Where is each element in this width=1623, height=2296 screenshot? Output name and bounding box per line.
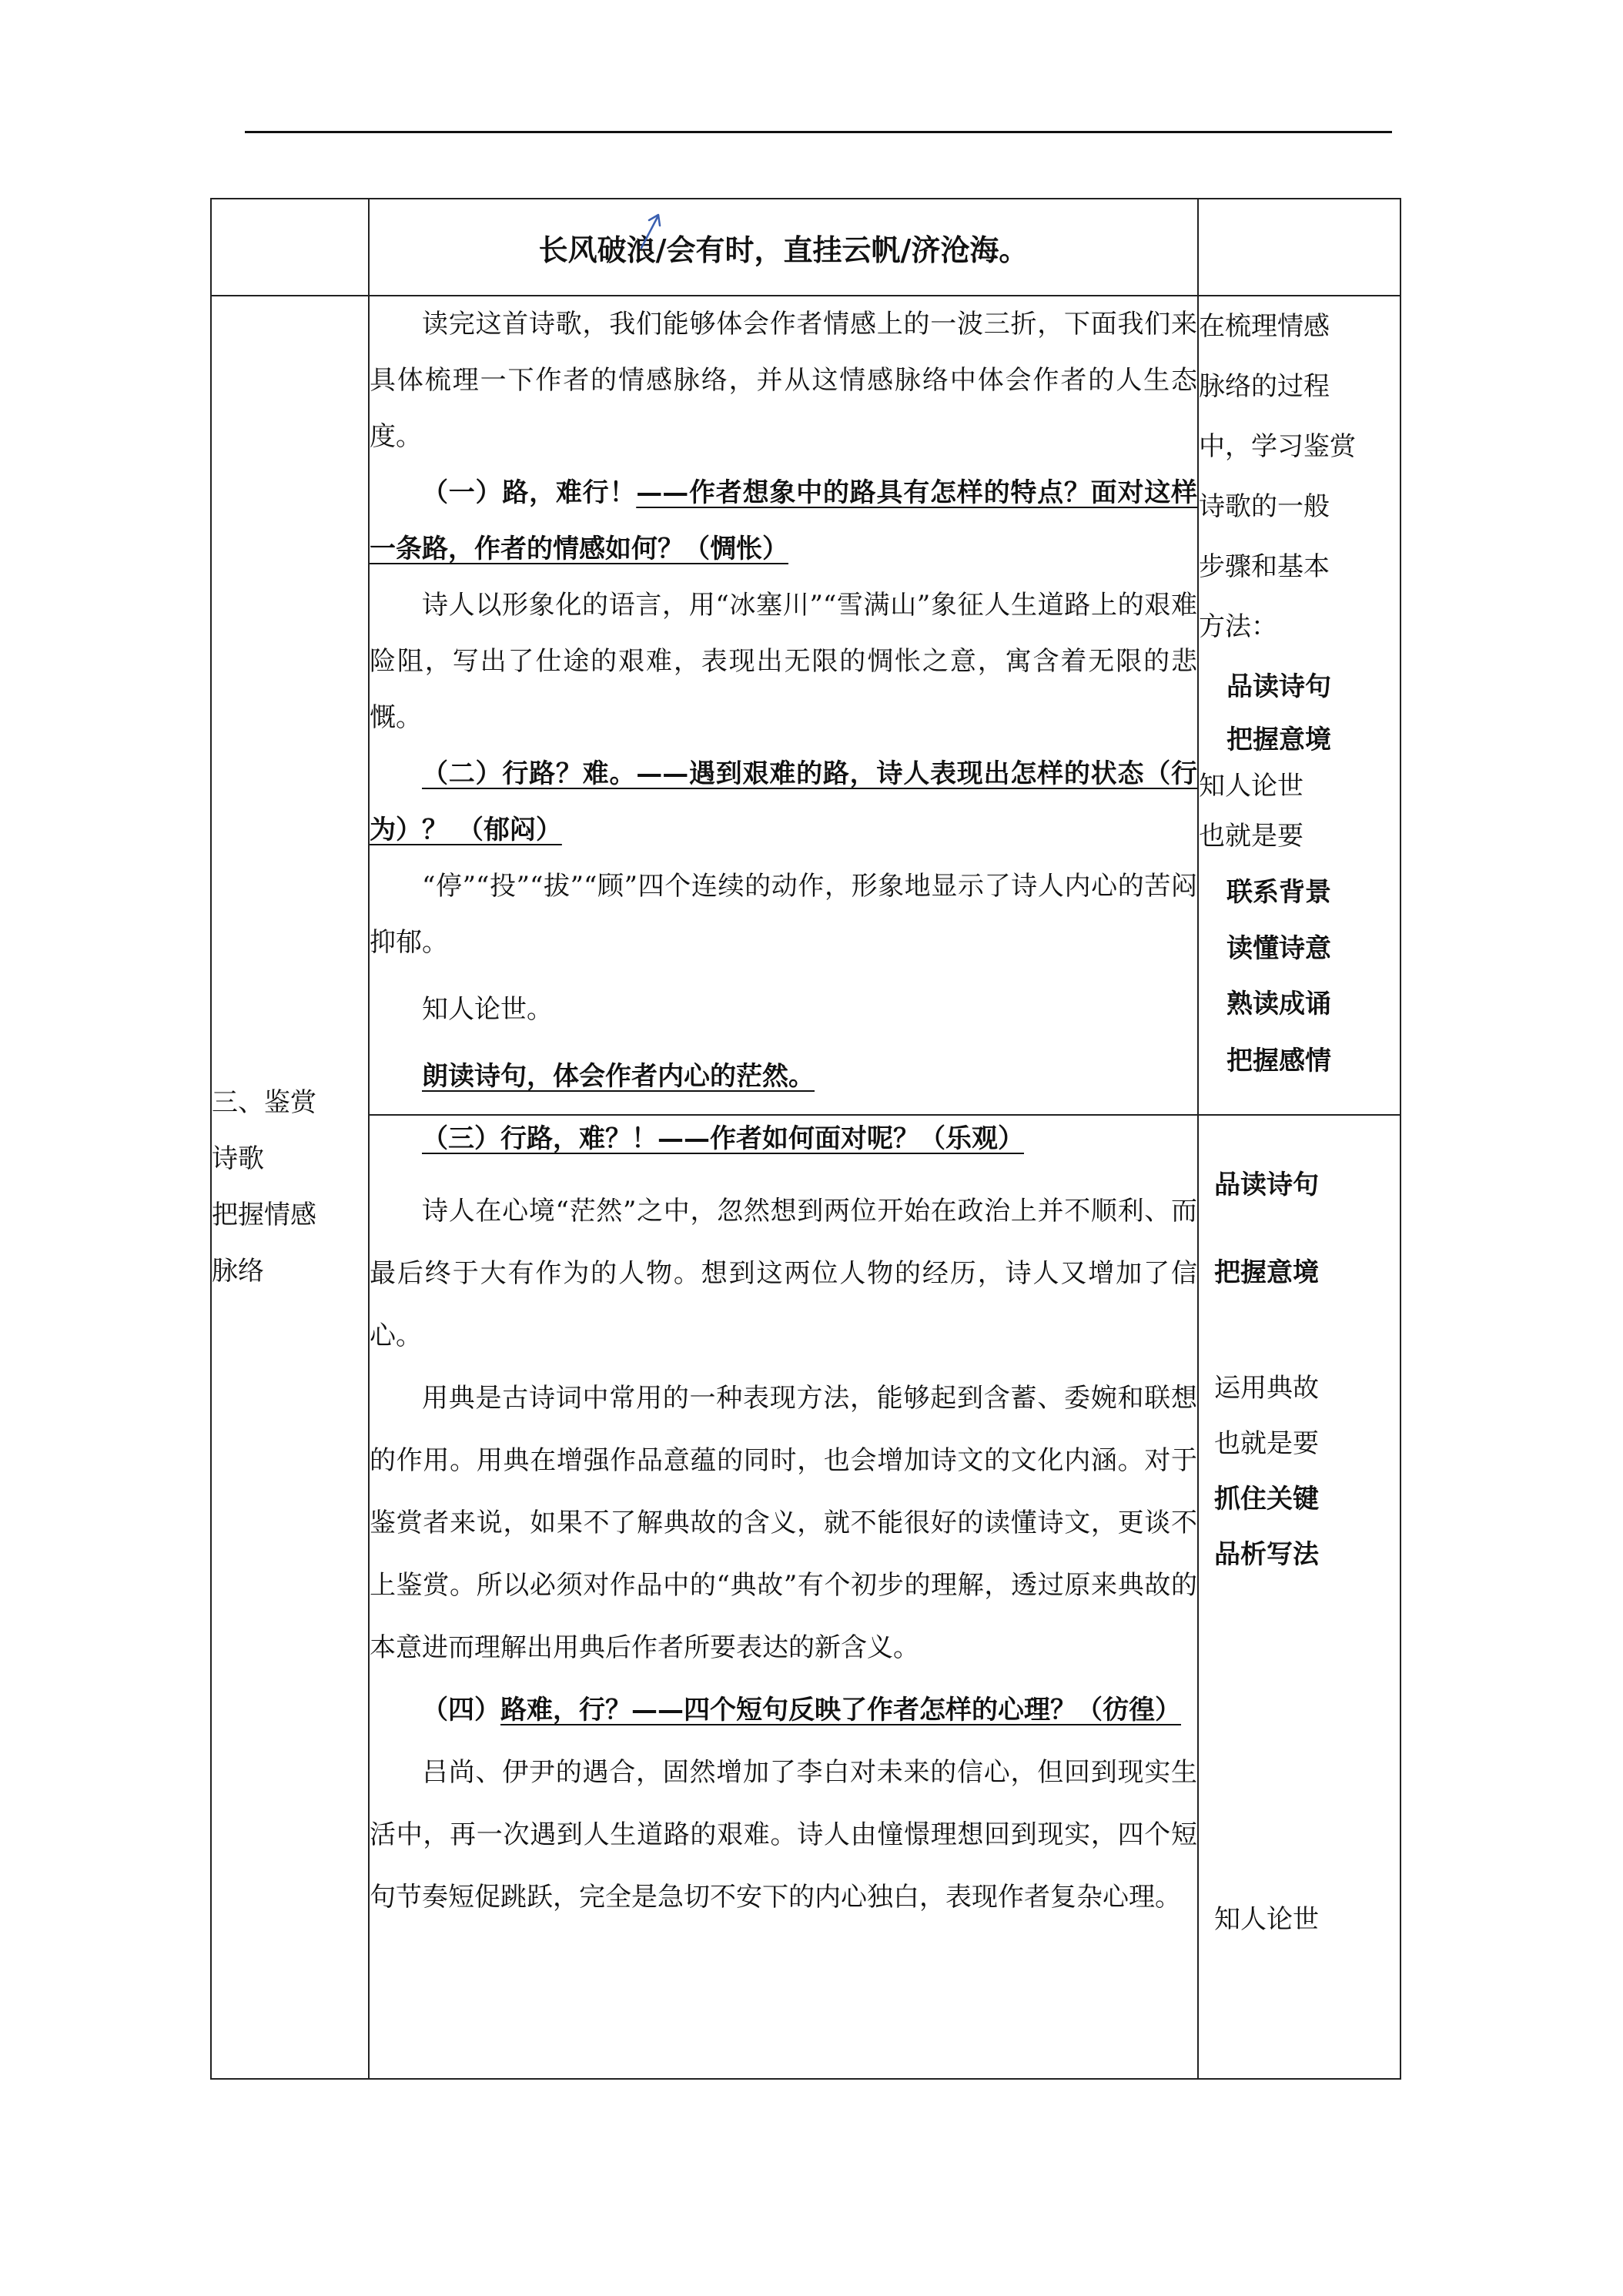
answer-2: “停”“投”“拔”“顾”四个连续的动作，形象地显示了诗人内心的苦闷抑郁。 <box>370 871 1197 958</box>
section-label-line: 诗歌 <box>212 1143 264 1174</box>
question-3 <box>370 1116 1197 1162</box>
question-1 <box>370 465 1197 577</box>
section-label-cell <box>211 296 369 2079</box>
question-4-text: 路难，行？——四个短句反映了作者怎样的心理？（彷徨） <box>500 1695 1181 1725</box>
answer-4: 吕尚、伊尹的遇合，固然增加了李白对未来的信心，但回到现实生活中，再一次遇到人生道路的艰难。诗人由憧憬理想回到现实，四个短句节奏短促跳跃，完全是急切不安下的内心独白，表现作者复杂心理。 <box>370 1757 1197 1913</box>
method-step: 把握意境 <box>1214 1257 1319 1288</box>
method-step: 品读诗句 <box>1214 1170 1319 1200</box>
method-step: 把握感情 <box>1226 1046 1331 1076</box>
method-note-line: 知人论世 <box>1214 1904 1319 1935</box>
method-note-line: 知人论世 <box>1199 771 1303 802</box>
method-note-line: 中，学习鉴赏 <box>1199 431 1356 462</box>
empty-cell <box>1198 199 1400 296</box>
table-row <box>211 199 1400 296</box>
question-1-text: ——作者想象中的路具有怎样的特点？面对这样一条路，作者的情感如何？（惆怅） <box>370 477 1198 564</box>
method-step: 联系背景 <box>1226 877 1331 908</box>
question-2-text: （二）行路？难。——遇到艰难的路，诗人表现出怎样的状态（行为）？ （郁闷） <box>370 758 1197 845</box>
method-notes-cell <box>1198 1115 1400 2079</box>
header-rule <box>245 131 1392 133</box>
method-step: 读懂诗意 <box>1226 933 1331 964</box>
question-4-prefix: （四） <box>422 1695 500 1725</box>
method-note-line: 也就是要 <box>1214 1428 1319 1459</box>
question-3-text: （三）行路，难？！——作者如何面对呢？（乐观） <box>422 1123 1024 1154</box>
poem-line-cell <box>369 199 1198 296</box>
method-step: 把握意境 <box>1226 725 1331 755</box>
table-row <box>211 1115 1400 2079</box>
question-4 <box>370 1679 1197 1742</box>
answer-1: 诗人以形象化的语言，用“冰塞川”“雪满山”象征人生道路上的艰难险阻，写出了仕途的艰难，表现出无限的惆怅之意，寓含着无限的悲慨。 <box>370 590 1197 733</box>
method-note-line: 方法： <box>1199 611 1277 642</box>
poem-line: 长风破浪/会有时，直挂云帆/济沧海。 <box>538 232 1029 267</box>
allusion-paragraph: 用典是古诗词中常用的一种表现方法，能够起到含蓄、委婉和联想的作用。用典在增强作品意蕴的同时，也会增加诗文的文化内涵。对于鉴赏者来说，如果不了解典故的含义，就不能很好的读懂诗文，更谈不上鉴赏。所以必须对作品中的“典故”有个初步的理解，透过原来典故的本意进而理解出用典后作者所要表达的新含义。 <box>370 1383 1197 1663</box>
method-note-line: 运用典故 <box>1214 1373 1319 1404</box>
lesson-plan-table <box>210 198 1401 2080</box>
pen-arrow-annotation-icon <box>637 211 668 251</box>
method-note-line: 也就是要 <box>1199 821 1303 852</box>
instruction-text: 朗读诗句，体会作者内心的茫然。 <box>422 1061 815 1092</box>
method-note-line: 在梳理情感 <box>1199 311 1330 342</box>
intro-paragraph: 读完这首诗歌，我们能够体会作者情感上的一波三折，下面我们来具体梳理一下作者的情感脉络，并从这情感脉络中体会作者的人生态度。 <box>370 309 1197 452</box>
question-1-prefix: （一）路，难行！ <box>422 477 637 508</box>
section-label-line: 脉络 <box>212 1256 264 1287</box>
question-2 <box>370 746 1197 858</box>
method-note-line: 脉络的过程 <box>1199 371 1330 402</box>
note-paragraph: 知人论世。 <box>422 994 553 1025</box>
content-cell <box>369 296 1198 1115</box>
answer-3: 诗人在心境“茫然”之中，忽然想到两位开始在政治上并不顺利、而最后终于大有作为的人物。想到这两位人物的经历，诗人又增加了信心。 <box>370 1196 1197 1351</box>
method-step: 品析写法 <box>1214 1539 1319 1570</box>
section-label-line: 把握情感 <box>212 1200 316 1230</box>
method-step: 熟读成诵 <box>1226 989 1331 1019</box>
method-step: 品读诗句 <box>1226 671 1331 702</box>
method-note-line: 步骤和基本 <box>1199 551 1330 582</box>
section-label-line: 三、鉴赏 <box>212 1087 316 1118</box>
content-cell <box>369 1115 1198 2079</box>
empty-cell <box>211 199 369 296</box>
method-note-line: 诗歌的一般 <box>1199 491 1330 522</box>
method-step: 抓住关键 <box>1214 1484 1319 1514</box>
method-notes-cell <box>1198 296 1400 1115</box>
instruction <box>370 1049 1197 1105</box>
table-row <box>211 296 1400 1115</box>
